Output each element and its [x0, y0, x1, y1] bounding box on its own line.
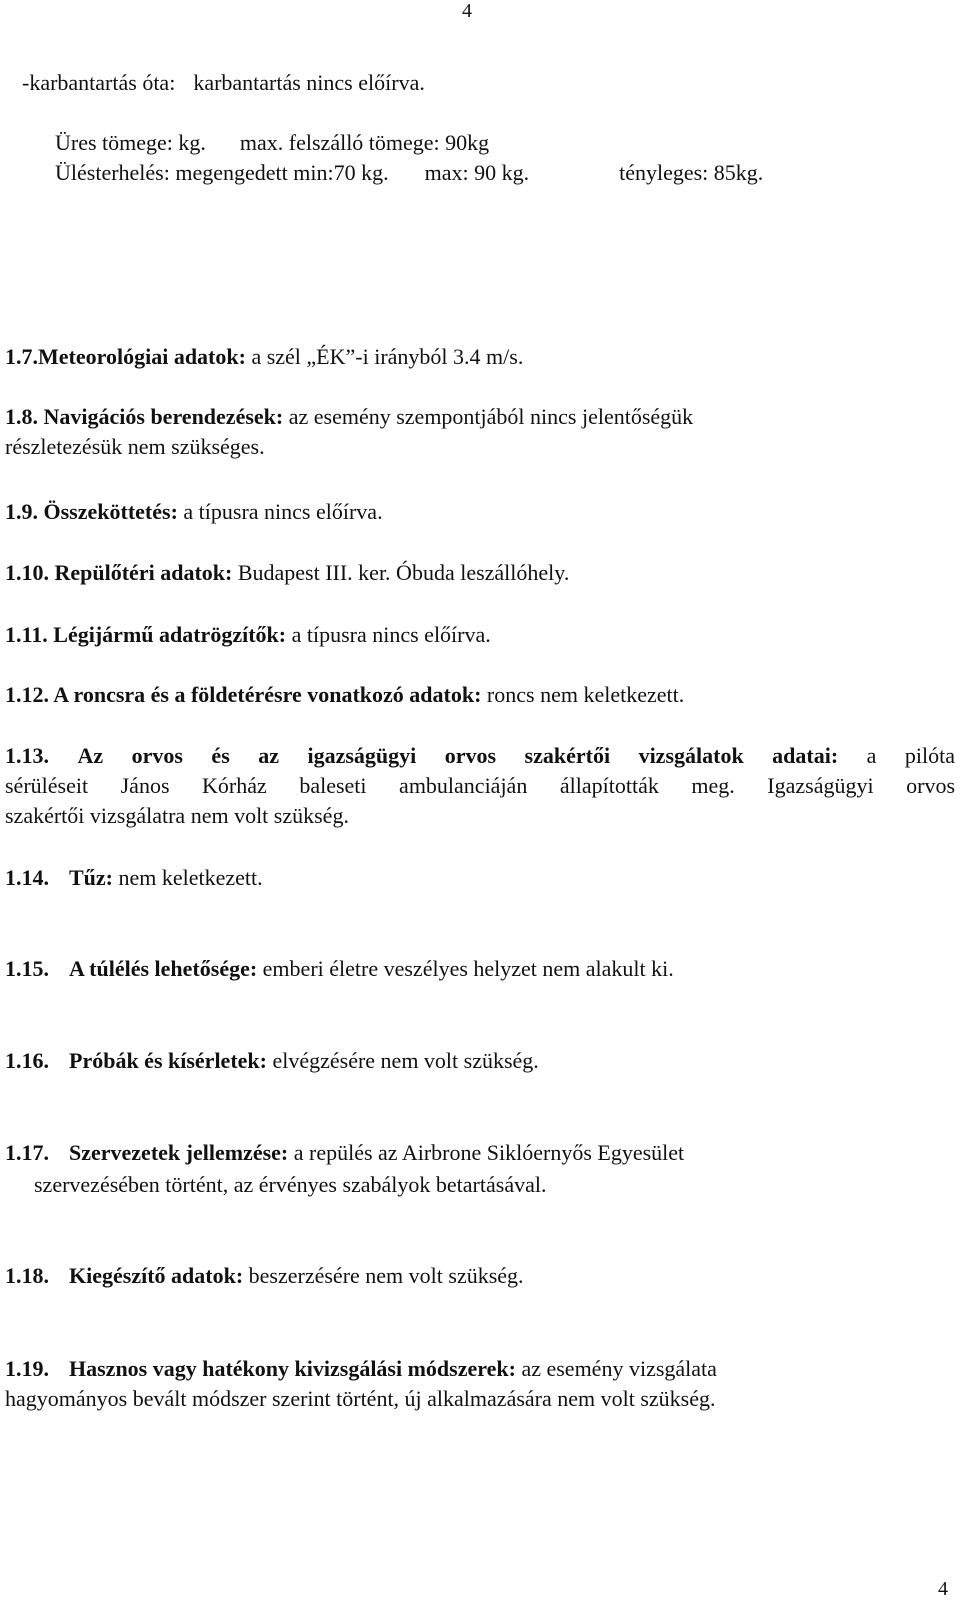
seat-actual: tényleges: 85kg. [619, 160, 764, 185]
section-title: Légijármű adatrögzítők: [47, 622, 287, 647]
section-1-7 [5, 342, 523, 372]
section-1-17-line2: szervezésében történt, az érvényes szabályok betartásával. [34, 1172, 547, 1197]
seat-max: max: 90 kg. [424, 160, 530, 185]
section-1-10 [5, 558, 569, 588]
section-title: Kiegészítő adatok: [69, 1263, 244, 1288]
section-title: Hasznos vagy hatékony kivizsgálási módszerek: [69, 1356, 516, 1381]
section-text: az esemény szempontjából nincs jelentőségük [283, 404, 694, 429]
section-number: 1.8. [5, 404, 38, 429]
section-number: 1.14. [5, 865, 49, 890]
section-number: 1.10. [5, 560, 49, 585]
section-text: a szél „ÉK”-i irányból 3.4 m/s. [245, 344, 524, 369]
section-1-13 [5, 741, 955, 771]
maintenance-line [22, 68, 425, 98]
page-number-top: 4 [462, 0, 472, 22]
section-title: A túlélés lehetősége: [69, 956, 258, 981]
section-1-17 [5, 1138, 684, 1168]
section-title: A roncsra és a földetérésre vonatkozó adatok: [49, 682, 482, 707]
section-text: Budapest III. ker. Óbuda leszállóhely. [232, 560, 570, 585]
section-1-16 [5, 1046, 539, 1076]
section-text: nem keletkezett. [113, 865, 263, 890]
section-1-19 [5, 1354, 717, 1384]
maintenance-label: -karbantartás óta: [22, 70, 176, 95]
maintenance-value: karbantartás nincs előírva. [193, 70, 425, 95]
section-1-9 [5, 497, 383, 527]
seat-load: Ülésterhelés: megengedett min:70 kg. [55, 160, 389, 185]
section-number: 1.7. [5, 344, 38, 369]
max-takeoff-weight: max. felszálló tömege: 90kg [239, 130, 490, 155]
section-1-15 [5, 954, 674, 984]
weight-line [55, 128, 489, 158]
section-title: Összeköttetés: [38, 499, 178, 524]
section-number: 1.11. [5, 622, 48, 647]
section-1-8-cont: részletezésük nem szükséges. [5, 434, 265, 459]
section-text: az esemény vizsgálata [515, 1356, 717, 1381]
section-1-14 [5, 863, 263, 893]
section-1-13-line3: szakértői vizsgálatra nem volt szükség. [5, 803, 349, 828]
section-title: Repülőtéri adatok: [49, 560, 233, 585]
section-number: 1.15. [5, 956, 49, 981]
section-1-18 [5, 1261, 524, 1291]
section-text: a típusra nincs előírva. [286, 622, 491, 647]
section-text: a pilóta [866, 743, 956, 768]
section-1-11 [5, 620, 491, 650]
section-text: elvégzésére nem volt szükség. [266, 1048, 539, 1073]
section-title: Meteorológiai adatok: [38, 344, 246, 369]
empty-weight: Üres tömege: kg. [55, 130, 206, 155]
page-number-bottom: 4 [938, 1578, 948, 1600]
section-text: roncs nem keletkezett. [481, 682, 685, 707]
section-title: Próbák és kísérletek: [69, 1048, 267, 1073]
section-text: beszerzésére nem volt szükség. [243, 1263, 524, 1288]
section-text: a típusra nincs előírva. [177, 499, 383, 524]
section-title: Szervezetek jellemzése: [69, 1140, 289, 1165]
section-text: emberi életre veszélyes helyzet nem alakult ki. [257, 956, 674, 981]
section-1-19-line2: hagyományos bevált módszer szerint történt, új alkalmazására nem volt szükség. [5, 1386, 716, 1411]
seat-load-line [55, 158, 763, 188]
section-title: Tűz: [69, 865, 113, 890]
section-number: 1.18. [5, 1263, 49, 1288]
section-title: Az orvos és az igazságügyi orvos szakértői vizsgálatok adatai: [77, 743, 839, 768]
section-number: 1.12. [5, 682, 49, 707]
section-1-13-line2: sérüléseit János Kórház baleseti ambulanciáján állapították meg. Igazságügyi orvos [5, 773, 955, 798]
section-number: 1.17. [5, 1140, 49, 1165]
section-1-12 [5, 680, 684, 710]
section-1-8 [5, 402, 693, 432]
section-title: Navigációs berendezések: [38, 404, 284, 429]
section-number: 1.9. [5, 499, 38, 524]
section-number: 1.19. [5, 1356, 49, 1381]
section-number: 1.13. [5, 743, 49, 768]
section-text: a repülés az Airbrone Siklóernyős Egyesület [288, 1140, 685, 1165]
section-number: 1.16. [5, 1048, 49, 1073]
